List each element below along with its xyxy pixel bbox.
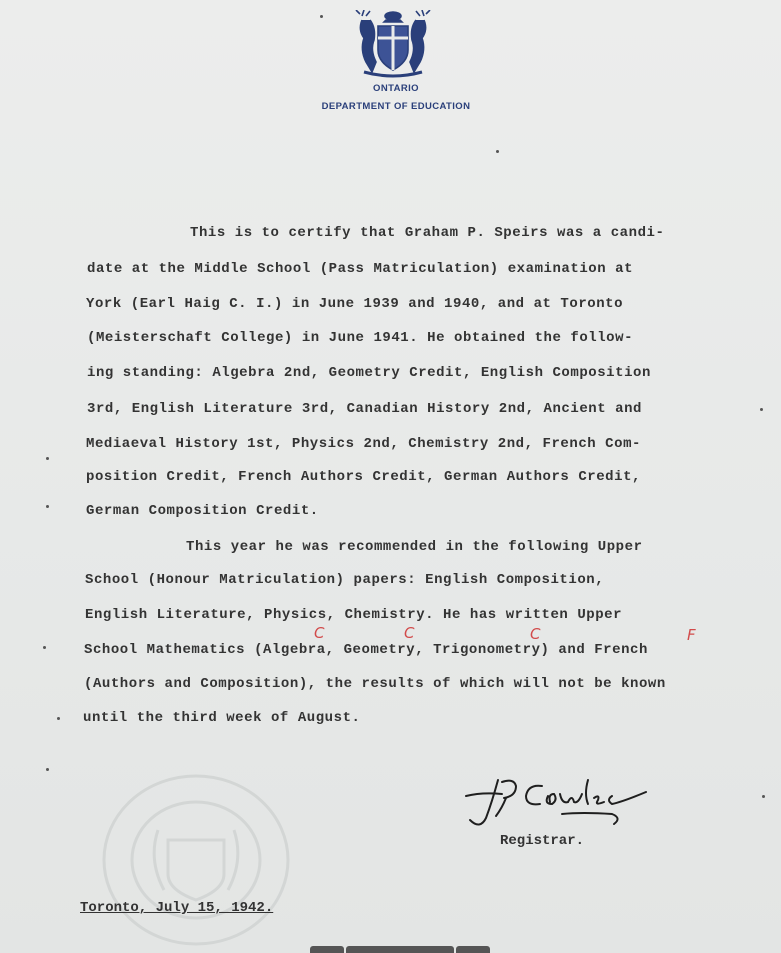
- issue-date: Toronto, July 15, 1942.: [80, 900, 274, 916]
- body-line: until the third week of August.: [83, 710, 361, 726]
- embossed-seal-icon: [98, 770, 294, 950]
- registrar-title: Registrar.: [500, 833, 585, 849]
- scroll-bar-segment: [346, 946, 454, 953]
- paper-speck: [46, 768, 49, 771]
- scroll-bar-segment: [456, 946, 490, 953]
- body-line: position Credit, French Authors Credit, German Authors Credit,: [86, 469, 641, 485]
- body-line: York (Earl Haig C. I.) in June 1939 and 1940, and at Toronto: [86, 296, 624, 312]
- paper-speck: [57, 717, 60, 720]
- body-line: English Literature, Physics, Chemistry. He has written Upper: [85, 607, 623, 623]
- paper-speck: [496, 150, 499, 153]
- paper-speck: [762, 795, 765, 798]
- body-line: This year he was recommended in the following Upper: [186, 539, 643, 555]
- department-name: DEPARTMENT OF EDUCATION: [321, 101, 471, 112]
- body-line: School (Honour Matriculation) papers: English Composition,: [85, 572, 605, 588]
- scroll-bar-segment: [310, 946, 344, 953]
- handwritten-grade: C: [314, 624, 325, 642]
- body-line: (Authors and Composition), the results of which will not be known: [84, 676, 666, 692]
- body-line: This is to certify that Graham P. Speirs was a candi-: [190, 225, 665, 241]
- body-line: ing standing: Algebra 2nd, Geometry Credit, English Composition: [87, 365, 651, 381]
- handwritten-grade: C: [530, 625, 541, 643]
- body-line: (Meisterschaft College) in June 1941. He obtained the follow-: [87, 330, 634, 346]
- paper-speck: [46, 457, 49, 460]
- paper-speck: [46, 505, 49, 508]
- body-line: 3rd, English Literature 3rd, Canadian History 2nd, Ancient and: [87, 401, 642, 417]
- body-line: date at the Middle School (Pass Matriculation) examination at: [87, 261, 634, 277]
- province-name: ONTARIO: [373, 83, 419, 94]
- ontario-coat-of-arms-icon: [350, 10, 436, 80]
- paper-speck: [760, 408, 763, 411]
- handwritten-grade: F: [687, 626, 696, 644]
- handwritten-grade: C: [404, 624, 415, 642]
- registrar-signature: [462, 772, 657, 838]
- body-line: School Mathematics (Algebra, Geometry, Trigonometry) and French: [84, 642, 648, 658]
- paper-speck: [320, 15, 323, 18]
- body-line: Mediaeval History 1st, Physics 2nd, Chemistry 2nd, French Com-: [86, 436, 641, 452]
- body-line: German Composition Credit.: [86, 503, 319, 519]
- paper-speck: [43, 646, 46, 649]
